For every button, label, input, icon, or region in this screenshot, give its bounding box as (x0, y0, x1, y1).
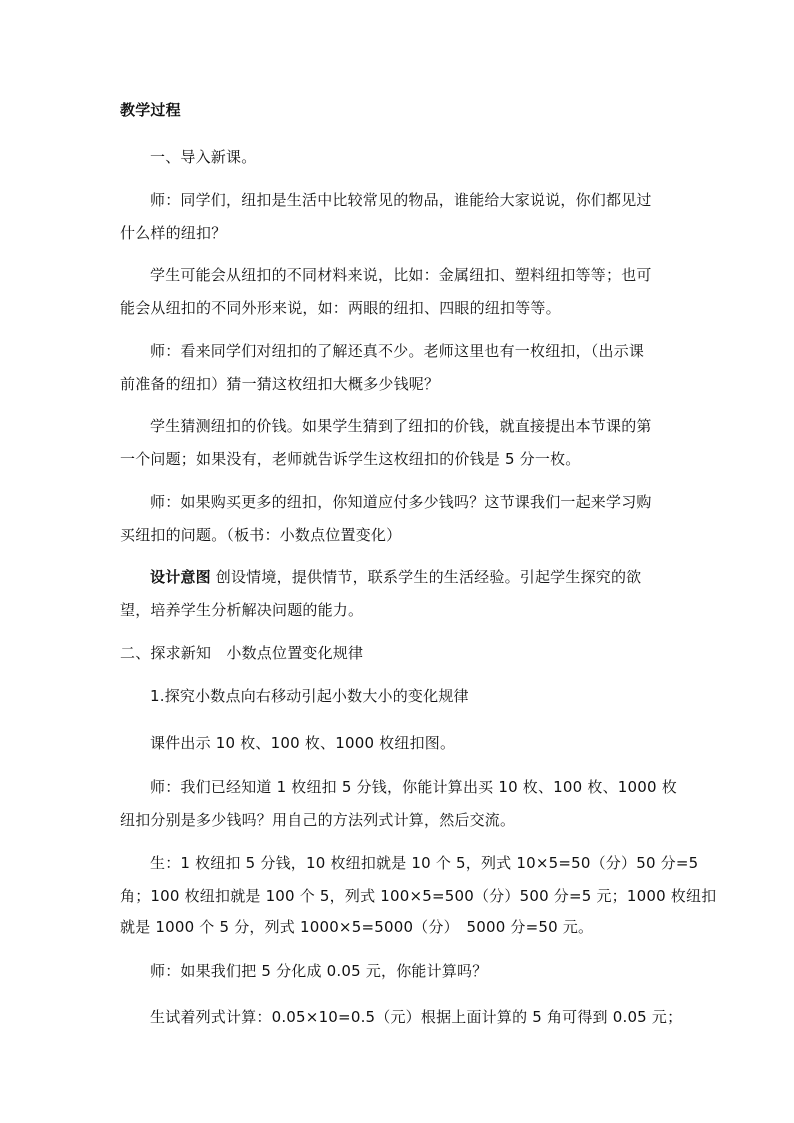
paragraph-line: 生：1 枚纽扣 5 分钱，10 枚纽扣就是 10 个 5，列式 10×5=50（分）50 分=5 (150, 854, 699, 872)
design-intent-label: 设计意图 (150, 568, 211, 586)
section-heading: 教学过程 (120, 101, 181, 119)
subsection-title: 1.探究小数点向右移动引起小数大小的变化规律 (150, 687, 469, 705)
design-intent-line (150, 570, 710, 585)
paragraph-line: 纽扣分别是多少钱吗？用自己的方法列式计算，然后交流。 (120, 811, 516, 829)
paragraph-line: 生试着列式计算：0.05×10=0.5（元）根据上面计算的 5 角可得到 0.05 元； (150, 1008, 683, 1026)
section-title: 一、导入新课。 (150, 148, 257, 166)
paragraph-line: 前准备的纽扣）猜一猜这枚纽扣大概多少钱呢？ (120, 375, 440, 393)
paragraph-line: 什么样的纽扣？ (120, 224, 227, 242)
paragraph-line: 学生猜测纽扣的价钱。如果学生猜到了纽扣的价钱，就直接提出本节课的第 (150, 417, 652, 435)
paragraph-line: 买纽扣的问题。（板书：小数点位置变化） (120, 526, 402, 544)
section-title: 二、探求新知 小数点位置变化规律 (120, 644, 364, 662)
paragraph-line: 师：如果我们把 5 分化成 0.05 元，你能计算吗？ (150, 962, 488, 980)
paragraph-line: 望，培养学生分析解决问题的能力。 (120, 601, 364, 619)
design-intent-text: 创设情境，提供情节，联系学生的生活经验。引起学生探究的欲 (210, 568, 642, 586)
paragraph-line: 能会从纽扣的不同外形来说，如：两眼的纽扣、四眼的纽扣等等。 (120, 299, 561, 317)
paragraph-line: 一个问题；如果没有，老师就告诉学生这枚纽扣的价钱是 5 分一枚。 (120, 450, 581, 468)
paragraph-line: 师：看来同学们对纽扣的了解还真不少。老师这里也有一枚纽扣，（出示课 (150, 342, 645, 360)
paragraph-line: 师：我们已经知道 1 枚纽扣 5 分钱，你能计算出买 10 枚、100 枚、1000 枚 (150, 778, 677, 796)
paragraph-line: 学生可能会从纽扣的不同材料来说，比如：金属纽扣、塑料纽扣等等；也可 (150, 266, 652, 284)
paragraph-line: 师：如果购买更多的纽扣，你知道应付多少钱吗？这节课我们一起来学习购 (150, 493, 652, 511)
paragraph-line: 课件出示 10 枚、100 枚、1000 枚纽扣图。 (150, 734, 456, 752)
paragraph-line: 角；100 枚纽扣就是 100 个 5，列式 100×5=500（分）500 分=5 元；1000 枚纽扣 (120, 887, 717, 905)
paragraph-line: 就是 1000 个 5 分，列式 1000×5=5000（分） 5000 分=50 元。 (120, 918, 594, 936)
paragraph-line: 师：同学们，纽扣是生活中比较常见的物品，谁能给大家说说，你们都见过 (150, 191, 652, 209)
